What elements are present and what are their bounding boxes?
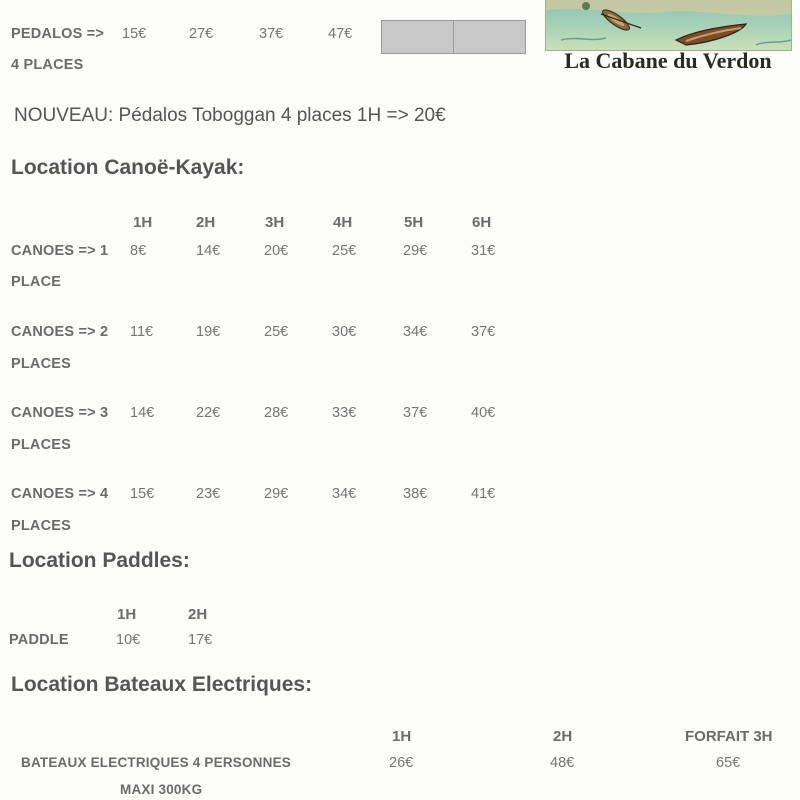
paddle-price-2h: 17€ (188, 632, 213, 648)
canoe-price: 41€ (471, 486, 496, 502)
canoe-header-2h: 2H (196, 214, 216, 231)
canoe-price: 25€ (332, 243, 357, 259)
canoe-row-label: CANOES => 3 (11, 405, 109, 421)
canoe-row-label-line2: PLACES (11, 356, 72, 372)
canoe-row-label-line2: PLACES (11, 437, 72, 453)
canoe-price: 38€ (403, 486, 428, 502)
section-title-canoe: Location Canoë-Kayak: (11, 156, 245, 179)
bateaux-label-line2: MAXI 300KG (120, 782, 203, 797)
pedalos-price-1h: 15€ (122, 26, 147, 42)
canoe-price: 23€ (196, 486, 221, 502)
canoe-row-label: CANOES => 2 (11, 324, 109, 340)
pedalos-price-3h: 37€ (259, 26, 284, 42)
bateaux-header-forfait: FORFAIT 3H (685, 728, 773, 745)
canoe-header-6h: 6H (472, 214, 492, 231)
section-title-bateaux: Location Bateaux Electriques: (11, 673, 313, 696)
canoe-price: 34€ (403, 324, 428, 340)
nouveau-text: NOUVEAU: Pédalos Toboggan 4 places 1H => 20€ (14, 105, 446, 126)
section-title-paddles: Location Paddles: (9, 549, 190, 572)
canoe-price: 37€ (471, 324, 496, 340)
canoe-price: 15€ (130, 486, 155, 502)
canoe-price: 29€ (403, 243, 428, 259)
canoe-row-label: CANOES => 1 (11, 243, 109, 259)
canoe-price: 22€ (196, 405, 221, 421)
canoe-price: 14€ (196, 243, 221, 259)
bateaux-label: BATEAUX ELECTRIQUES 4 PERSONNES (21, 755, 291, 770)
bateaux-header-1h: 1H (392, 728, 412, 745)
canoe-header-5h: 5H (404, 214, 424, 231)
pedalos-price-4h: 47€ (328, 26, 353, 42)
canoe-price: 31€ (471, 243, 496, 259)
canoe-row-label-line2: PLACES (11, 518, 72, 534)
gray-cell-left (381, 20, 454, 54)
paddle-label: PADDLE (9, 632, 69, 648)
canoe-price: 29€ (264, 486, 289, 502)
gray-cell-right (453, 20, 526, 54)
paddle-price-1h: 10€ (116, 632, 141, 648)
canoe-header-4h: 4H (333, 214, 353, 231)
pedalos-label: PEDALOS => (11, 26, 105, 42)
canoe-price: 30€ (332, 324, 357, 340)
canoe-price: 25€ (264, 324, 289, 340)
bateaux-header-2h: 2H (553, 728, 573, 745)
canoe-header-3h: 3H (265, 214, 285, 231)
bateaux-price-forfait: 65€ (716, 755, 741, 771)
bateaux-price-2h: 48€ (550, 755, 575, 771)
canoe-price: 20€ (264, 243, 289, 259)
canoe-price: 33€ (332, 405, 357, 421)
pedalos-label-line2: 4 PLACES (11, 57, 84, 73)
canoe-price: 40€ (471, 405, 496, 421)
paddle-header-1h: 1H (117, 606, 137, 623)
canoe-header-1h: 1H (133, 214, 153, 231)
canoe-price: 11€ (130, 324, 154, 340)
bateaux-price-1h: 26€ (389, 755, 414, 771)
canoe-price: 19€ (196, 324, 221, 340)
canoe-row-label-line2: PLACE (11, 274, 62, 290)
pedalos-price-2h: 27€ (189, 26, 214, 42)
canoe-price: 14€ (130, 405, 155, 421)
canoe-price: 8€ (130, 243, 147, 259)
paddle-header-2h: 2H (188, 606, 208, 623)
canoes-illustration-icon (546, 0, 791, 50)
canoe-price: 28€ (264, 405, 289, 421)
canoe-price: 34€ (332, 486, 357, 502)
canoe-price: 37€ (403, 405, 428, 421)
logo-illustration (545, 0, 792, 51)
canoe-row-label: CANOES => 4 (11, 486, 109, 502)
logo-name: La Cabane du Verdon (564, 48, 772, 73)
